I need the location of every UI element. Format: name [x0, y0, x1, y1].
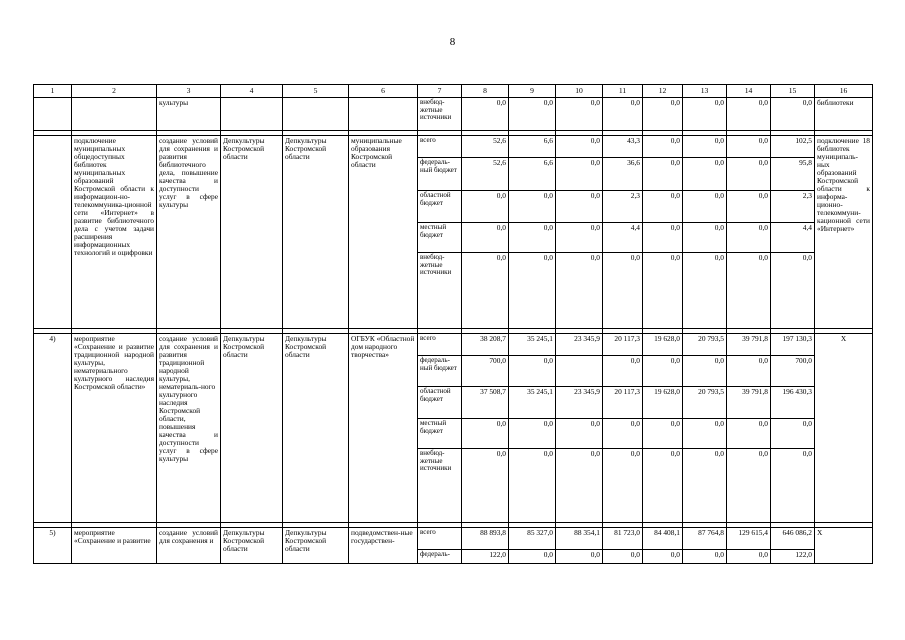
table-cell: 122,0 [462, 550, 509, 564]
table-cell: 0,0 [727, 550, 771, 564]
table-cell: 0,0 [603, 253, 643, 329]
table-cell: 4,4 [771, 223, 815, 253]
table-cell: 95,8 [771, 158, 815, 191]
table-cell: 35 245,1 [509, 334, 556, 356]
table-cell: 6,6 [509, 136, 556, 158]
measure-description: мероприятие «Сохранение и развитие [72, 528, 157, 564]
coexecutor: Депкультуры Костромской области [283, 136, 349, 329]
table-cell: 0,0 [603, 419, 643, 449]
table-cell: 0,0 [771, 419, 815, 449]
table-cell: 0,0 [683, 158, 727, 191]
table-cell: 0,0 [643, 550, 683, 564]
responsible-executor: Депкультуры Костромской области [221, 528, 283, 564]
table-cell: 36,6 [603, 158, 643, 191]
table-cell: 0,0 [643, 419, 683, 449]
table-cell: 0,0 [509, 550, 556, 564]
table-cell: 0,0 [727, 136, 771, 158]
table-cell: 39 791,8 [727, 334, 771, 356]
table-cell: 20 117,3 [603, 334, 643, 356]
table-cell: 4,4 [603, 223, 643, 253]
table-cell: 0,0 [556, 136, 603, 158]
table-cell: 0,0 [683, 191, 727, 223]
table-cell [221, 98, 283, 131]
table-cell: 0,0 [509, 223, 556, 253]
header-cell: 7 [418, 85, 462, 98]
table-cell: 196 430,3 [771, 387, 815, 419]
expected-result: Х [815, 334, 873, 523]
table-cell: 0,0 [462, 449, 509, 523]
table-row [34, 136, 873, 158]
table-cell: 0,0 [643, 356, 683, 387]
table-cell: 0,0 [643, 136, 683, 158]
header-cell: 4 [221, 85, 283, 98]
table-cell: 87 764,8 [683, 528, 727, 550]
table-cell: 0,0 [727, 223, 771, 253]
measure-description: мероприятие «Сохранение и развитие традиционной народной культуры, нематериального культурного наследия Костромской области» [72, 334, 157, 523]
table-cell: 0,0 [771, 253, 815, 329]
table-cell [34, 98, 72, 131]
table-cell [283, 98, 349, 131]
funding-source-label: местный бюджет [418, 419, 462, 449]
table-cell: 0,0 [683, 419, 727, 449]
table-cell: 81 723,0 [603, 528, 643, 550]
table-cell [72, 98, 157, 131]
table-cell: 0,0 [509, 449, 556, 523]
table-cell: 84 408,1 [643, 528, 683, 550]
table-cell: 0,0 [643, 98, 683, 131]
header-cell: 2 [72, 85, 157, 98]
header-cell: 13 [683, 85, 727, 98]
table-cell: 0,0 [556, 449, 603, 523]
table-cell: 0,0 [727, 356, 771, 387]
table-cell: 0,0 [556, 158, 603, 191]
funding-source-label: внебюд-жетные источники [418, 449, 462, 523]
header-cell: 11 [603, 85, 643, 98]
table-cell: 0,0 [643, 449, 683, 523]
table-cell: 0,0 [727, 449, 771, 523]
table-cell: 0,0 [643, 158, 683, 191]
funding-source-label: федераль-ный бюджет [418, 356, 462, 387]
table-cell: 0,0 [727, 191, 771, 223]
table-cell: 0,0 [556, 223, 603, 253]
header-cell: 10 [556, 85, 603, 98]
table-cell: 88 354,1 [556, 528, 603, 550]
budget-table [33, 84, 873, 564]
funding-source-label: внебюд-жетные источники [418, 253, 462, 329]
table-cell: 6,6 [509, 158, 556, 191]
table-cell [34, 136, 72, 329]
table-cell: 0,0 [643, 253, 683, 329]
table-cell: 85 327,0 [509, 528, 556, 550]
table-cell: 0,0 [603, 98, 643, 131]
table-cell: 700,0 [771, 356, 815, 387]
table-cell: 52,6 [462, 136, 509, 158]
table-cell: 0,0 [462, 191, 509, 223]
expected-result: Х [815, 528, 873, 564]
header-row [34, 85, 873, 98]
table-cell: 0,0 [603, 550, 643, 564]
header-cell: 14 [727, 85, 771, 98]
table-cell: 0,0 [683, 449, 727, 523]
table-cell: 39 791,8 [727, 387, 771, 419]
table-cell: 0,0 [462, 253, 509, 329]
header-cell: 1 [34, 85, 72, 98]
table-cell: 0,0 [509, 191, 556, 223]
table-cell: 0,0 [771, 449, 815, 523]
funding-source-label: всего [418, 334, 462, 356]
funding-source-label: внебюд-жетные источники [418, 98, 462, 131]
table-cell: 23 345,9 [556, 334, 603, 356]
measure-goal: создание условий для сохранения и развития библиотечного дела, повышение качества и доступности услуг в сфере культуры [157, 136, 221, 329]
table-cell: 646 086,2 [771, 528, 815, 550]
table-row [34, 98, 873, 131]
table-cell: 0,0 [603, 356, 643, 387]
header-cell: 3 [157, 85, 221, 98]
table-cell: 0,0 [643, 223, 683, 253]
table-cell: 0,0 [556, 550, 603, 564]
table-cell: 2,3 [771, 191, 815, 223]
participant: ОГБУК «Областной дом народного творчества» [349, 334, 418, 523]
table-cell: 0,0 [643, 191, 683, 223]
header-cell: 6 [349, 85, 418, 98]
table-cell: 197 130,3 [771, 334, 815, 356]
funding-source-label: федераль-ный бюджет [418, 158, 462, 191]
table-cell: 0,0 [683, 550, 727, 564]
coexecutor: Депкультуры Костромской области [283, 334, 349, 523]
table-cell: 0,0 [556, 253, 603, 329]
table-cell: 0,0 [683, 223, 727, 253]
table-cell: 0,0 [556, 98, 603, 131]
header-cell: 12 [643, 85, 683, 98]
table-cell: 38 208,7 [462, 334, 509, 356]
table-cell: 35 245,1 [509, 387, 556, 419]
table-cell: 0,0 [462, 223, 509, 253]
table-cell: 0,0 [509, 253, 556, 329]
table-row [34, 528, 873, 550]
table-cell: 700,0 [462, 356, 509, 387]
table-cell: 43,3 [603, 136, 643, 158]
table-cell: 20 117,3 [603, 387, 643, 419]
header-cell: 8 [462, 85, 509, 98]
table-cell: 0,0 [771, 98, 815, 131]
funding-source-label: местный бюджет [418, 223, 462, 253]
responsible-executor: Депкультуры Костромской области [221, 136, 283, 329]
header-cell: 15 [771, 85, 815, 98]
table-cell: 0,0 [683, 136, 727, 158]
table-cell: 0,0 [683, 253, 727, 329]
table-cell: 0,0 [509, 98, 556, 131]
header-cell: 5 [283, 85, 349, 98]
expected-result: подключение 18 библиотек муниципаль-ных образований Костромской области к информа-ционно-телекоммуни-кационной сети «Интернет» [815, 136, 873, 329]
coexecutor: Депкультуры Костромской области [283, 528, 349, 564]
measure-number: 4) [34, 334, 72, 523]
table-cell: 0,0 [727, 419, 771, 449]
funding-source-label: областной бюджет [418, 191, 462, 223]
funding-source-label: областной бюджет [418, 387, 462, 419]
table-cell: 0,0 [683, 98, 727, 131]
table-cell: культуры [157, 98, 221, 131]
table-cell: 19 628,0 [643, 387, 683, 419]
measure-goal: создание условий для сохранения и развития традиционной народной культуры, нематериаль-ного культурного наследия Костромской области, повышения качества и доступности услуг в сфере культуры [157, 334, 221, 523]
page-number: 8 [449, 36, 456, 48]
participant: муниципальные образования Костромской области [349, 136, 418, 329]
table-cell: 37 508,7 [462, 387, 509, 419]
table-cell: библиотеки [815, 98, 873, 131]
table-cell: 0,0 [727, 253, 771, 329]
table-cell: 0,0 [462, 419, 509, 449]
table-cell: 2,3 [603, 191, 643, 223]
table-cell: 0,0 [727, 98, 771, 131]
table-cell: 52,6 [462, 158, 509, 191]
table-cell: 20 793,5 [683, 387, 727, 419]
funding-source-label: всего [418, 528, 462, 550]
table-cell [556, 356, 603, 387]
table-cell: 0,0 [683, 356, 727, 387]
table-cell: 129 615,4 [727, 528, 771, 550]
table-cell: 88 893,8 [462, 528, 509, 550]
header-cell: 9 [509, 85, 556, 98]
measure-description: подключение муниципальных общедоступных библиотек муниципальных образований Костромской области к информацион-но-телекоммуника-ционной сети «Интернет» в развитие библиотечного дела с учетом задачи расширения информационных технологий и оцифровки [72, 136, 157, 329]
funding-source-label: всего [418, 136, 462, 158]
table-cell: 122,0 [771, 550, 815, 564]
table-cell: 0,0 [556, 419, 603, 449]
header-cell: 16 [815, 85, 873, 98]
responsible-executor: Депкультуры Костромской области [221, 334, 283, 523]
table-cell: 0,0 [727, 158, 771, 191]
table-cell: 0,0 [509, 419, 556, 449]
table-row [34, 334, 873, 356]
table-cell: 23 345,9 [556, 387, 603, 419]
funding-source-label: федераль- [418, 550, 462, 564]
measure-goal: создание условий для сохранения и [157, 528, 221, 564]
table-cell: 19 628,0 [643, 334, 683, 356]
table-cell: 0,0 [509, 356, 556, 387]
participant: подведомствен-ные государствен- [349, 528, 418, 564]
table-cell: 102,5 [771, 136, 815, 158]
measure-number: 5) [34, 528, 72, 564]
table-cell: 0,0 [556, 191, 603, 223]
table-cell: 0,0 [462, 98, 509, 131]
table-cell: 0,0 [603, 449, 643, 523]
table-cell [349, 98, 418, 131]
table-cell: 20 793,5 [683, 334, 727, 356]
